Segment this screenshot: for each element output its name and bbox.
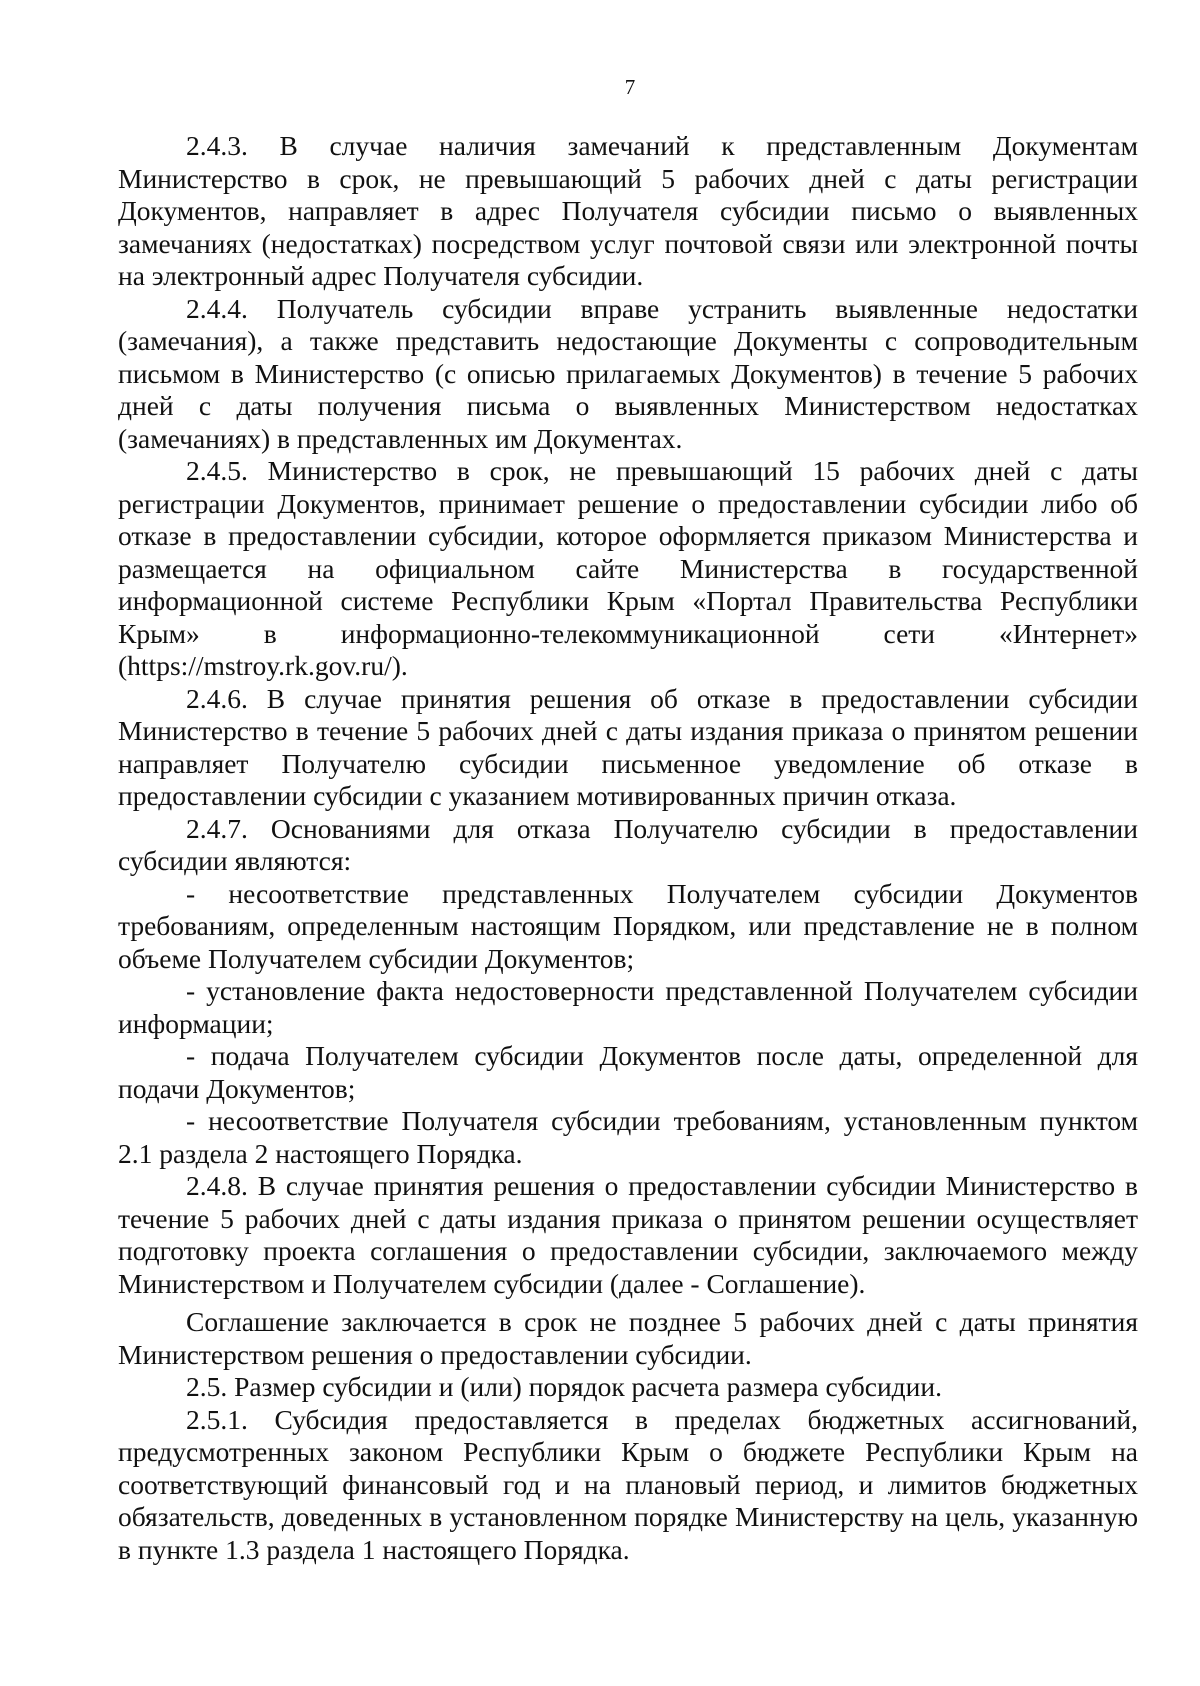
paragraph-2-4-8: 2.4.8. В случае принятия решения о предоставлении субсидии Министерство в течение 5 рабочих дней с даты издания приказа о принятом решении осуществляет подготовку проекта соглашения о предоставлении субсидии, заключаемого между Министерством и Получателем субсидии (далее - Соглашение). [118, 1170, 1138, 1299]
list-item-refusal-reason: - несоответствие представленных Получателем субсидии Документов требованиям, определенным настоящим Порядком, или представление не в полном объеме Получателем субсидии Документов; [118, 877, 1138, 974]
page-number: 7 [624, 75, 636, 99]
paragraph-2-4-7: 2.4.7. Основаниями для отказа Получателю субсидии в предоставлении субсидии являются: [118, 812, 1138, 876]
paragraph-2-5-heading: 2.5. Размер субсидии и (или) порядок расчета размера субсидии. [186, 1371, 942, 1402]
paragraph-2-4-5: 2.4.5. Министерство в срок, не превышающий 15 рабочих дней с даты регистрации Документов, принимает решение о предоставлении субсидии либо об отказе в предоставлении субсидии, которое оформляется приказом Министерства и размещается на официальном сайте Министерства в государственной информационной системе Республики Крым «Портал Правительства Республики Крым» в информационно-телекоммуникационной сети «Интернет» (https://mstroy.rk.gov.ru/). [118, 455, 1138, 681]
paragraph-2-5-1: 2.5.1. Субсидия предоставляется в пределах бюджетных ассигнований, предусмотренных законом Республики Крым о бюджете Республики Крым на соответствующий финансовый год и на плановый период, и лимитов бюджетных обязательств, доведенных в установленном порядке Министерству на цель, указанную в пункте 1.3 раздела 1 настоящего Порядка. [118, 1403, 1138, 1565]
list-item-refusal-reason: - подача Получателем субсидии Документов после даты, определенной для подачи Документов; [118, 1040, 1138, 1104]
paragraph-2-4-4: 2.4.4. Получатель субсидии вправе устранить выявленные недостатки (замечания), а также представить недостающие Документы с сопроводительным письмом в Министерство (с описью прилагаемых Документов) в течение 5 рабочих дней с даты получения письма о выявленных Министерством недостатках (замечаниях) в представленных им Документах. [118, 292, 1138, 454]
paragraph-2-4-6: 2.4.6. В случае принятия решения об отказе в предоставлении субсидии Министерство в течение 5 рабочих дней с даты издания приказа о принятом решении направляет Получателю субсидии письменное уведомление об отказе в предоставлении субсидии с указанием мотивированных причин отказа. [118, 682, 1138, 811]
paragraph-agreement-term: Соглашение заключается в срок не позднее 5 рабочих дней с даты принятия Министерством решения о предоставлении субсидии. [118, 1306, 1138, 1370]
document-body [118, 130, 1138, 1566]
list-item-refusal-reason: - несоответствие Получателя субсидии требованиям, установленным пунктом 2.1 раздела 2 настоящего Порядка. [118, 1105, 1138, 1169]
paragraph-2-4-3: 2.4.3. В случае наличия замечаний к представленным Документам Министерство в срок, не превышающий 5 рабочих дней с даты регистрации Документов, направляет в адрес Получателя субсидии письмо о выявленных замечаниях (недостатках) посредством услуг почтовой связи или электронной почты на электронный адрес Получателя субсидии. [118, 130, 1138, 291]
list-item-refusal-reason: - установление факта недостоверности представленной Получателем субсидии информации; [118, 975, 1138, 1039]
